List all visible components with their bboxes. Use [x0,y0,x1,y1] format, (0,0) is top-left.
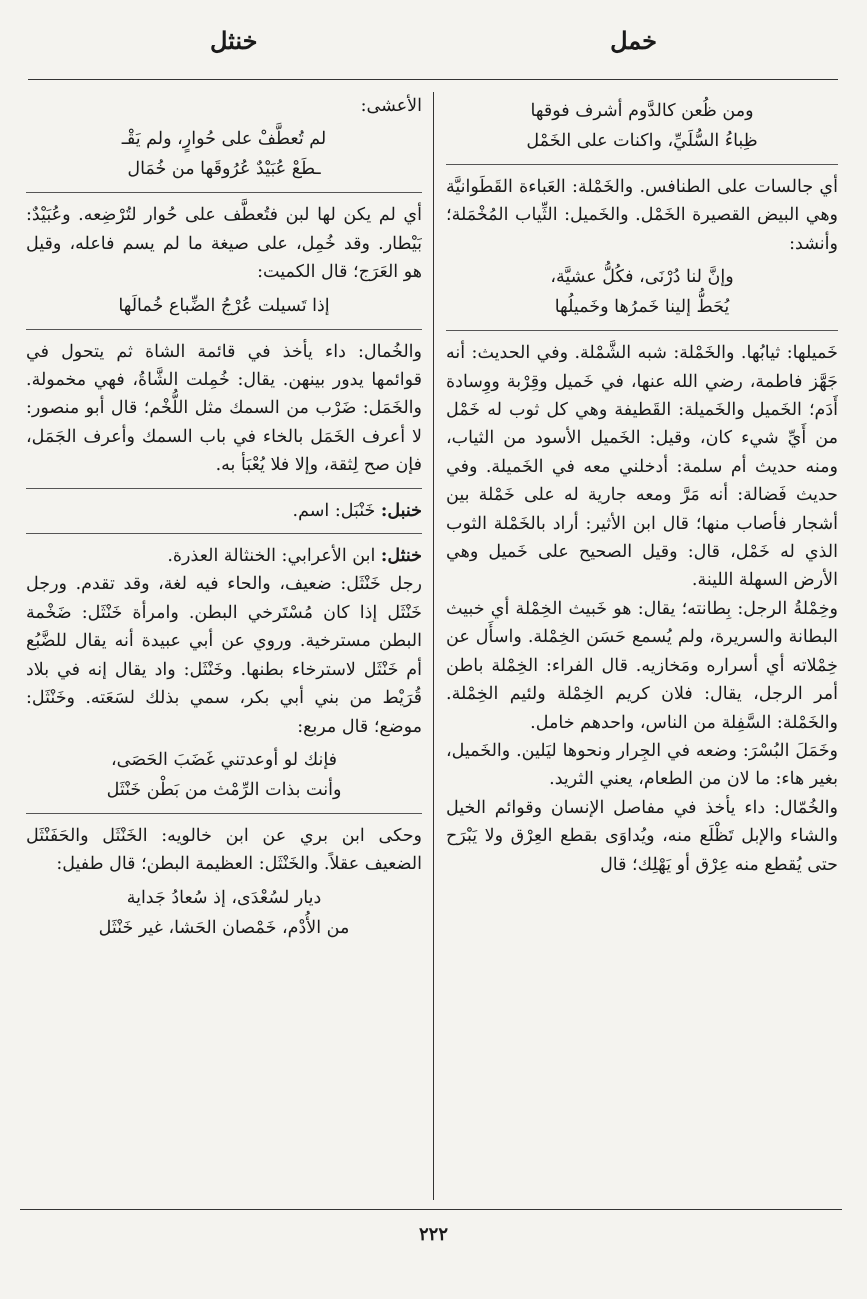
header-rule [28,79,838,80]
verse [26,883,422,943]
entry-paragraph: أي جالسات على الطنافس. والخَمْلة: العَباءة القَطَوانيَّة وهي البيض القصيرة الخَمْل. والخَميل: الثِّياب المُخْمَلة؛ وأنشد: [446,177,838,254]
section-separator [26,329,422,330]
verse-line: ظِباءُ السُّلَيِّ، واكنات على الخَمْل [526,131,758,151]
verse-line: لم تُعطَّفْ على حُوارٍ، ولم يَقْـ [121,129,327,150]
verse-line: ديار لسُعْدَى، إذ سُعادُ جَداية [126,887,322,908]
verse-line: وأنت بذات الرِّمْث من بَطْن خَنْثَل [106,779,342,800]
right-headword: خمل [610,26,657,55]
entry-paragraph: أي لم يكن لها لبن فتُعطَّف على حُوار لتُرْضِعه. وعُبَيْدٌ: بَيْطار. وقد خُمِل، على صيغة ما لم يسم فاعله، وقيل هو العَرَج؛ قال الكميت: [26,205,422,283]
section-separator [446,164,838,165]
entry-text: ابن الأعرابي: الخنثالة العذرة. [167,546,381,567]
entry-paragraph: رجل خَنْثَل: ضعيف، والحاء فيه لغة، وقد تقدم. ورجل خَنْثَل إذا كان مُسْتَرخي البطن. وامرأة خَنْثَل: ضَخْمة البطن مسترخية. وروي عن أبي عبيدة أنه يقال للضَّبُع أم خَنْثَل لاسترخاء بطنها. وخَنْثَل: واد يقال إنه في بلاد قُرَيْط من بني أبي بكر، سمي بذلك لسَعَته. وخَنْثَل: موضع؛ قال مربع: [26,574,422,737]
verse [26,745,422,805]
entry-paragraph: وخِمْلةُ الرجل: بِطانته؛ يقال: هو خَبيث الخِمْلة أي خبيث البطانة والسريرة، ولم يُسمع حَسَن الخِمْلة. واسأَل عن خِمْلاته أي أسراره ومَخازيه. قال الفراء: الخِمْلة باطن أمر الرجل، يقال: فلان كريم الخِمْلة ولئيم الخِمْلة. والخَمْلة: السَّفِلة من الناس، واحدهم خامل. [446,598,838,733]
entry-paragraph [26,542,422,570]
right-column [446,92,838,1202]
entry-paragraph: خَميلها: ثيابُها. والخَمْلة: شبه الشَّمْلة. وفي الحديث: أنه جَهَّز فاطمة، رضي الله عنها، في خَميل وقِرْبة ووِسادة أَدَم؛ الخَميل والخَميلة: القَطيفة وهي كل ثوب له خَمْل من أَيِّ شيء كان، وقيل: الخَميل الأسود من الثياب، ومنه حديث أم سلمة: أدخلني معه في الخَميلة. وفي حديث فَضالة: أنه مَرَّ ومعه جارية له على خَمْلة بين أشجار فأصاب منها؛ قال ابن الأثير: أراد بالخَمْلة الثوب الذي له خَمْل، قال: وقيل الصحيح على خَميل وهي الأرض السهلة اللينة. [446,343,838,591]
verse-line: من الأُدْم، خَمْصان الحَشا، غير خَنْثَل [98,917,350,938]
verse [446,262,838,322]
verse-line: وإنَّ لنا دُرْنَى، فكُلُّ عشيَّة، [550,267,734,288]
section-separator [446,330,838,331]
section-separator [26,533,422,534]
verse-line: يُحَطُّ إلينا خَمرُها وخَميلُها [554,297,730,318]
verse-line: ـطَعْ عُبَيْدٌ عُرُوقَها من خُمَال [127,159,321,180]
column-divider [433,92,434,1200]
entry-headword: خنبل: [380,500,422,521]
verse-line: إذا تَسيلت عُرْجُ الضِّباع خُمالَها [118,295,330,316]
section-separator [26,813,422,814]
entry-paragraph: والخُمال: داء يأخذ في قائمة الشاة ثم يتحول في قوائمها يدور بينهن. يقال: خُمِلت الشَّاةُ، فهي مخمولة. والخَمَل: ضَرْب من السمك مثل اللُّخْم؛ قال أبو منصور: لا أعرف الخَمَل بالخاء في باب السمك وأعرف الجَمَل، فإن صح لِثقة، وإلا فلا يُعْبَأ به. [26,341,422,476]
left-column [26,92,422,1202]
page-number: ٢٢٢ [418,1224,448,1245]
entry-paragraph: وحكى ابن بري عن ابن خالويه: الخَنْثَل والحَفَنْثَل الضعيف عقلاً. والخَنْثَل: العظيمة البطن؛ قال طفيل: [26,825,422,875]
left-headword: خنثل [210,26,258,55]
footer-rule [20,1209,842,1210]
verse [26,291,422,321]
section-separator [26,192,422,193]
entry-paragraph: وخَمَلَ البُسْرَ: وضعه في الجِرار ونحوها ليَلين. والخَميل، بغير هاء: ما لان من الطعام، يعني الثريد. [446,740,838,790]
entry-paragraph: والخُمّال: داء يأخذ في مفاصل الإنسان وقوائم الخيل والشاء والإبل تَظْلَع منه، ويُداوَى بقطع العِرْق ولا يَبْرَح حتى يُقطع منه عِرْق أو يَهْلِك؛ قال [446,797,838,875]
verse-line: ومن ظُعن كالدَّوم أشرف فوقها [530,101,754,121]
verse [26,124,422,184]
page-header [30,26,837,70]
entry-headword: خنثل: [380,546,422,567]
entry-text: خَنْبَل: اسم. [292,500,381,521]
entry-paragraph: الأعشى: [360,96,422,116]
verse-line: فإنك لو أوعدتني غَضَبَ الحَصَى، [110,749,338,770]
section-separator [26,488,422,489]
entry-paragraph [26,497,422,525]
verse [446,96,838,156]
